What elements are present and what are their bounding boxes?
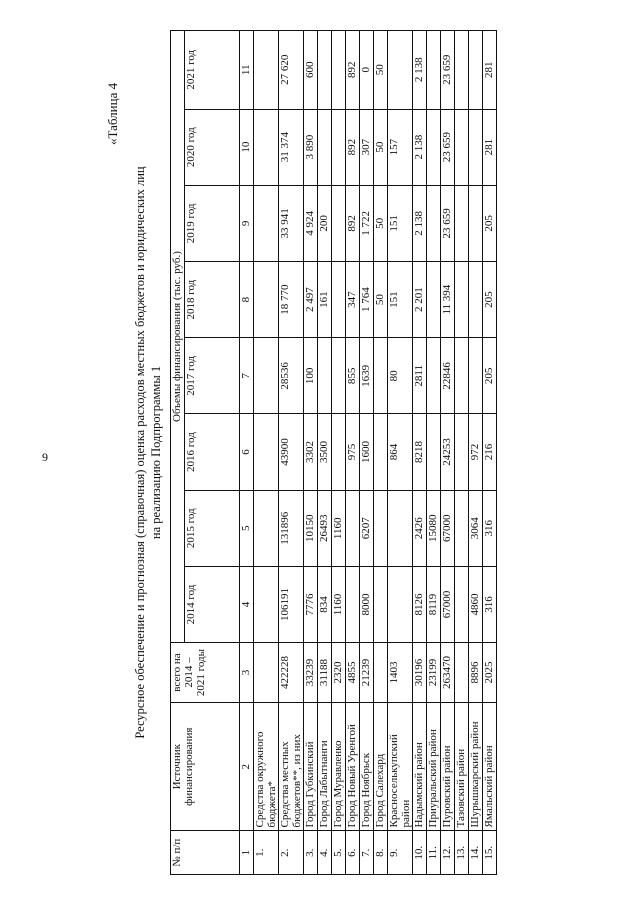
row-source: Красноселькупский район (388, 702, 413, 830)
row-total: 422228 (279, 643, 304, 703)
row-total: 1403 (388, 643, 413, 703)
header-num: № п/п (171, 831, 240, 875)
row-value: 23 659 (441, 185, 455, 261)
row-value: 33 941 (279, 185, 304, 261)
column-index-cell: 6 (240, 414, 254, 490)
row-value (346, 566, 360, 642)
row-source: Город Муравленко (332, 702, 346, 830)
row-value: 151 (388, 185, 413, 261)
row-value: 2 201 (413, 262, 427, 338)
row-value: 8000 (360, 566, 374, 642)
table-row (469, 31, 483, 875)
row-source: Шурышкарский район (469, 702, 483, 830)
table-body (240, 31, 497, 875)
row-value: 855 (346, 338, 360, 414)
row-value: 1 722 (360, 185, 374, 261)
row-value: 975 (346, 414, 360, 490)
column-index-cell: 9 (240, 185, 254, 261)
row-value: 67000 (441, 490, 455, 566)
row-value: 106191 (279, 566, 304, 642)
column-index-cell: 5 (240, 490, 254, 566)
row-value: 205 (483, 185, 497, 261)
row-value: 151 (388, 262, 413, 338)
row-value (388, 566, 413, 642)
row-number: 7. (360, 831, 374, 875)
row-value (254, 490, 279, 566)
row-value (254, 185, 279, 261)
row-number: 10. (413, 831, 427, 875)
row-source: Город Лабытнанги (318, 702, 332, 830)
row-value (254, 109, 279, 185)
row-value (332, 109, 346, 185)
row-value: 3064 (469, 490, 483, 566)
table-row (427, 31, 441, 875)
row-value: 80 (388, 338, 413, 414)
row-value: 1160 (332, 490, 346, 566)
row-number: 11. (427, 831, 441, 875)
row-source: Город Салехард (374, 702, 388, 830)
header-year: 2014 год (185, 566, 240, 642)
row-value (332, 185, 346, 261)
row-value (332, 262, 346, 338)
column-index-cell: 11 (240, 31, 254, 110)
row-number: 4. (318, 831, 332, 875)
row-value: 1600 (360, 414, 374, 490)
column-index-cell: 7 (240, 338, 254, 414)
row-value (455, 262, 469, 338)
row-source: Средства окружного бюджета* (254, 702, 279, 830)
row-value: 50 (374, 109, 388, 185)
row-value (318, 338, 332, 414)
row-value (427, 262, 441, 338)
row-value: 4 924 (304, 185, 318, 261)
column-index-cell: 4 (240, 566, 254, 642)
row-value: 2811 (413, 338, 427, 414)
row-total: 2025 (483, 643, 497, 703)
row-value (254, 31, 279, 110)
row-number: 2. (279, 831, 304, 875)
row-value (374, 414, 388, 490)
row-number: 5. (332, 831, 346, 875)
row-value: 281 (483, 109, 497, 185)
row-value (254, 338, 279, 414)
funding-table (170, 30, 497, 875)
row-total: 33239 (304, 643, 318, 703)
row-value: 22846 (441, 338, 455, 414)
table-row (254, 31, 279, 875)
row-value (254, 566, 279, 642)
table-row (483, 31, 497, 875)
row-value (455, 414, 469, 490)
row-value: 100 (304, 338, 318, 414)
row-value: 50 (374, 31, 388, 110)
table-row (441, 31, 455, 875)
table-row (304, 31, 318, 875)
column-index-cell: 8 (240, 262, 254, 338)
row-value (455, 109, 469, 185)
row-value: 205 (483, 262, 497, 338)
row-total: 4855 (346, 643, 360, 703)
row-value: 50 (374, 262, 388, 338)
row-number: 13. (455, 831, 469, 875)
column-index-row (240, 31, 254, 875)
row-number: 12. (441, 831, 455, 875)
table-row (455, 31, 469, 875)
row-value (332, 414, 346, 490)
table-row (413, 31, 427, 875)
header-source: Источник финансирования (171, 702, 240, 830)
row-value (469, 338, 483, 414)
row-value: 31 374 (279, 109, 304, 185)
row-value: 26493 (318, 490, 332, 566)
row-value: 8126 (413, 566, 427, 642)
row-source: Город Ноябрьск (360, 702, 374, 830)
header-year: 2016 год (185, 414, 240, 490)
row-value: 2 497 (304, 262, 318, 338)
row-number: 1. (254, 831, 279, 875)
table-row (318, 31, 332, 875)
row-value: 11 394 (441, 262, 455, 338)
row-value (332, 338, 346, 414)
row-value (388, 31, 413, 110)
column-index-cell: 10 (240, 109, 254, 185)
row-value: 50 (374, 185, 388, 261)
row-source: Ямальский район (483, 702, 497, 830)
row-value (469, 109, 483, 185)
row-value (455, 338, 469, 414)
header-year: 2015 год (185, 490, 240, 566)
row-value (469, 185, 483, 261)
row-value (427, 338, 441, 414)
row-value: 8218 (413, 414, 427, 490)
row-value: 15080 (427, 490, 441, 566)
row-value: 23 659 (441, 109, 455, 185)
row-number: 3. (304, 831, 318, 875)
header-volumes: Объемы финансирования (тыс. руб.) (171, 31, 185, 643)
row-value: 157 (388, 109, 413, 185)
row-value: 3302 (304, 414, 318, 490)
row-value: 2 138 (413, 31, 427, 110)
row-value (469, 262, 483, 338)
row-value: 4860 (469, 566, 483, 642)
table-row (346, 31, 360, 875)
row-source: Средства местных бюджетов**, из них (279, 702, 304, 830)
row-value (332, 31, 346, 110)
row-value: 67000 (441, 566, 455, 642)
row-number: 9. (388, 831, 413, 875)
row-value: 316 (483, 566, 497, 642)
row-value: 600 (304, 31, 318, 110)
row-value (427, 414, 441, 490)
row-value: 23 659 (441, 31, 455, 110)
row-value: 892 (346, 31, 360, 110)
table-row (332, 31, 346, 875)
row-total (455, 643, 469, 703)
row-value (427, 185, 441, 261)
row-source: Город Губкинский (304, 702, 318, 830)
row-value: 1160 (332, 566, 346, 642)
row-value (374, 338, 388, 414)
page-number: 9 (42, 450, 48, 464)
row-value: 2 138 (413, 185, 427, 261)
row-value: 205 (483, 338, 497, 414)
row-total (374, 643, 388, 703)
row-value (388, 490, 413, 566)
row-value: 347 (346, 262, 360, 338)
row-number: 8. (374, 831, 388, 875)
row-value: 1 764 (360, 262, 374, 338)
row-value (455, 490, 469, 566)
header-year: 2019 год (185, 185, 240, 261)
row-value (254, 262, 279, 338)
row-source: Приуральский район (427, 702, 441, 830)
header-year: 2020 год (185, 109, 240, 185)
row-value: 281 (483, 31, 497, 110)
header-year: 2017 год (185, 338, 240, 414)
row-value: 161 (318, 262, 332, 338)
row-value (427, 31, 441, 110)
row-number: 15. (483, 831, 497, 875)
row-total: 8896 (469, 643, 483, 703)
row-value: 972 (469, 414, 483, 490)
table-row (374, 31, 388, 875)
row-value: 24253 (441, 414, 455, 490)
header-year: 2021 год (185, 31, 240, 110)
row-value: 307 (360, 109, 374, 185)
column-index-cell: 3 (240, 643, 254, 703)
row-value: 3 890 (304, 109, 318, 185)
row-total: 21239 (360, 643, 374, 703)
row-value: 2426 (413, 490, 427, 566)
title-line-1: Ресурсное обеспечение и прогнозная (справочная) оценка расходов местных бюджетов и юридических лиц (133, 166, 147, 739)
table-label: «Таблица 4 (105, 82, 120, 145)
header-total: всего на 2014 – 2021 годы (171, 643, 240, 703)
row-number: 14. (469, 831, 483, 875)
row-value: 864 (388, 414, 413, 490)
row-number: 6. (346, 831, 360, 875)
row-value (455, 185, 469, 261)
row-value: 43900 (279, 414, 304, 490)
row-value: 1639 (360, 338, 374, 414)
row-value: 28536 (279, 338, 304, 414)
table-row (360, 31, 374, 875)
row-total: 31188 (318, 643, 332, 703)
row-value (346, 490, 360, 566)
row-source: Тазовский район (455, 702, 469, 830)
row-value (469, 31, 483, 110)
row-total (254, 643, 279, 703)
row-value: 3500 (318, 414, 332, 490)
row-total: 2320 (332, 643, 346, 703)
row-source: Надымский район (413, 702, 427, 830)
row-value: 2 138 (413, 109, 427, 185)
column-index-cell: 2 (240, 702, 254, 830)
row-value (455, 566, 469, 642)
row-value: 6207 (360, 490, 374, 566)
row-value: 8119 (427, 566, 441, 642)
row-value: 0 (360, 31, 374, 110)
row-value (254, 414, 279, 490)
row-value: 131896 (279, 490, 304, 566)
row-value (318, 109, 332, 185)
title-line-2: на реализацию Подпрограммы 1 (149, 365, 163, 540)
row-value: 7776 (304, 566, 318, 642)
row-value (318, 31, 332, 110)
header-year: 2018 год (185, 262, 240, 338)
table-row (388, 31, 413, 875)
row-value (374, 490, 388, 566)
row-value: 834 (318, 566, 332, 642)
row-value: 200 (318, 185, 332, 261)
row-value: 892 (346, 185, 360, 261)
table-row (279, 31, 304, 875)
row-value: 18 770 (279, 262, 304, 338)
row-value: 892 (346, 109, 360, 185)
row-value: 27 620 (279, 31, 304, 110)
row-value (374, 566, 388, 642)
row-source: Город Новый Уренгой (346, 702, 360, 830)
row-value: 316 (483, 490, 497, 566)
row-source: Пуровский район (441, 702, 455, 830)
row-total: 263470 (441, 643, 455, 703)
column-index-cell: 1 (240, 831, 254, 875)
row-total: 23199 (427, 643, 441, 703)
row-value: 216 (483, 414, 497, 490)
row-value (427, 109, 441, 185)
row-value: 10150 (304, 490, 318, 566)
row-total: 30196 (413, 643, 427, 703)
row-value (455, 31, 469, 110)
document-title (132, 0, 164, 905)
